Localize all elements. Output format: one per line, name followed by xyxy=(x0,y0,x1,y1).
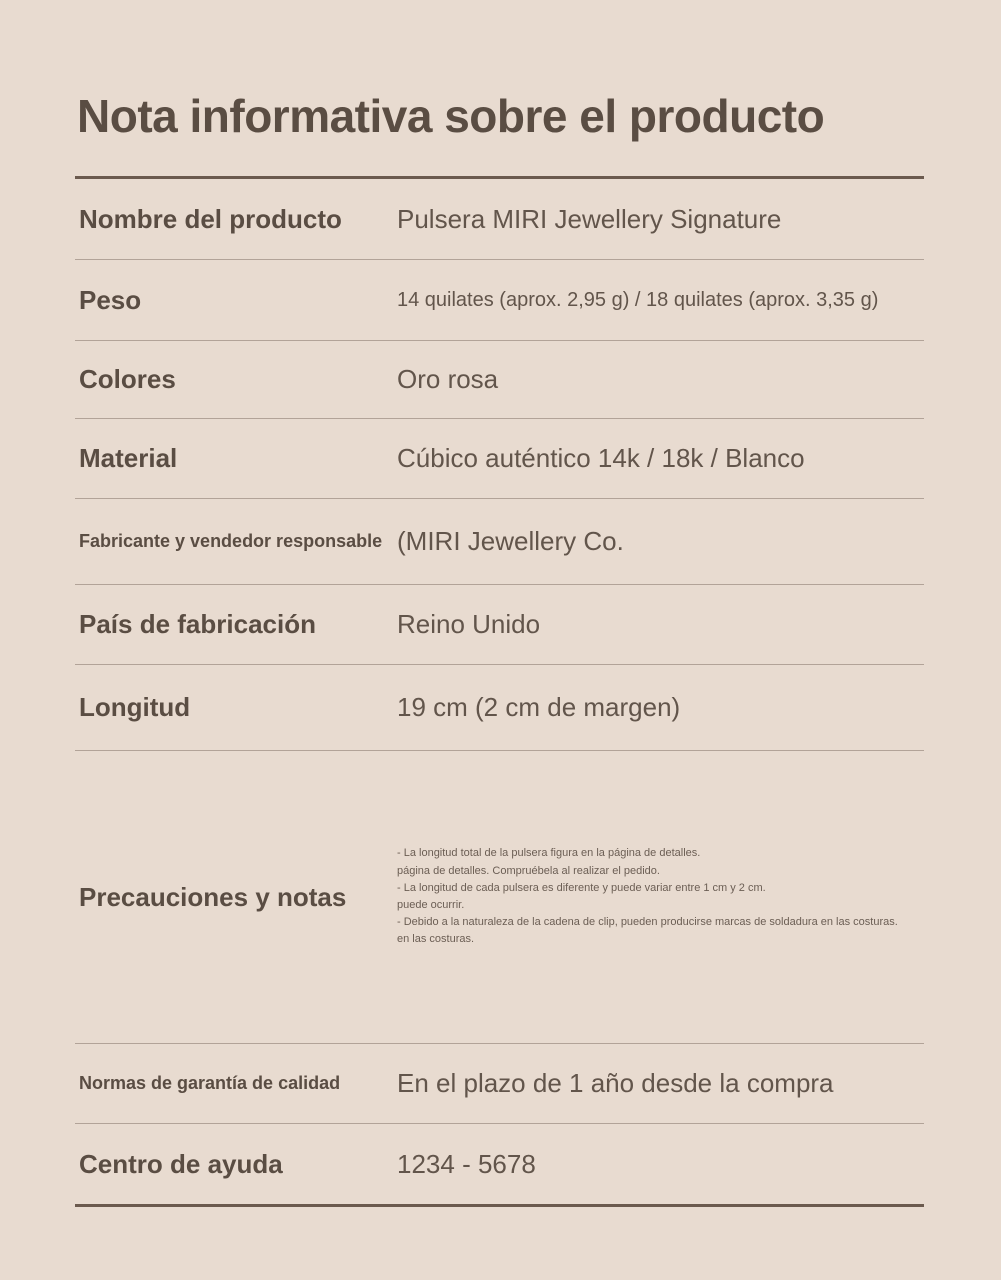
row-value: (MIRI Jewellery Co. xyxy=(397,526,624,556)
help-center-phone: 1234 - 5678 xyxy=(397,1148,536,1179)
row-value: 19 cm (2 cm de margen) xyxy=(397,692,681,722)
row-label: Longitud xyxy=(79,692,191,722)
note-line: - Debido a la naturaleza de la cadena de clip, pueden producirse marcas de soldadura en las costuras. xyxy=(397,916,898,929)
row-value: Reino Unido xyxy=(397,609,541,639)
note-line: puede ocurrir. xyxy=(397,899,465,911)
row-label: Normas de garantía de calidad xyxy=(79,1073,341,1093)
table-row-country xyxy=(75,585,924,665)
product-info-table xyxy=(75,176,924,1207)
row-label: Nombre del producto xyxy=(79,203,342,234)
row-label: País de fabricación xyxy=(79,609,316,639)
table-row-warranty xyxy=(75,1044,924,1124)
table-row-manufacturer xyxy=(75,499,924,585)
table-row-precautions xyxy=(75,751,924,1044)
row-label: Material xyxy=(79,443,178,473)
note-line: en las costuras. xyxy=(397,933,475,946)
table-row-help-center xyxy=(75,1124,924,1204)
table-row-weight xyxy=(75,260,924,341)
note-line: página de detalles. Compruébela al realizar el pedido. xyxy=(397,864,660,877)
row-label: Centro de ayuda xyxy=(79,1148,283,1179)
page-title: Nota informativa sobre el producto xyxy=(77,90,825,142)
row-value: 14 quilates (aprox. 2,95 g) / 18 quilates (aprox. 3,35 g) xyxy=(397,288,879,311)
row-label: Colores xyxy=(79,364,176,394)
row-label: Fabricante y vendedor responsable xyxy=(79,531,383,551)
table-row-length xyxy=(75,665,924,751)
precautions-notes xyxy=(397,845,924,948)
row-label: Peso xyxy=(79,284,142,315)
table-row-colors xyxy=(75,341,924,419)
row-value: En el plazo de 1 año desde la compra xyxy=(397,1068,834,1098)
row-label: Precauciones y notas xyxy=(79,881,347,912)
row-value: Pulsera MIRI Jewellery Signature xyxy=(397,203,782,234)
table-row-product-name xyxy=(75,179,924,260)
note-line: - La longitud total de la pulsera figura en la página de detalles. xyxy=(397,847,701,860)
row-value: Cúbico auténtico 14k / 18k / Blanco xyxy=(397,443,805,473)
row-value: Oro rosa xyxy=(397,364,499,394)
table-row-material xyxy=(75,419,924,499)
note-line: - La longitud de cada pulsera es diferente y puede variar entre 1 cm y 2 cm. xyxy=(397,881,766,894)
